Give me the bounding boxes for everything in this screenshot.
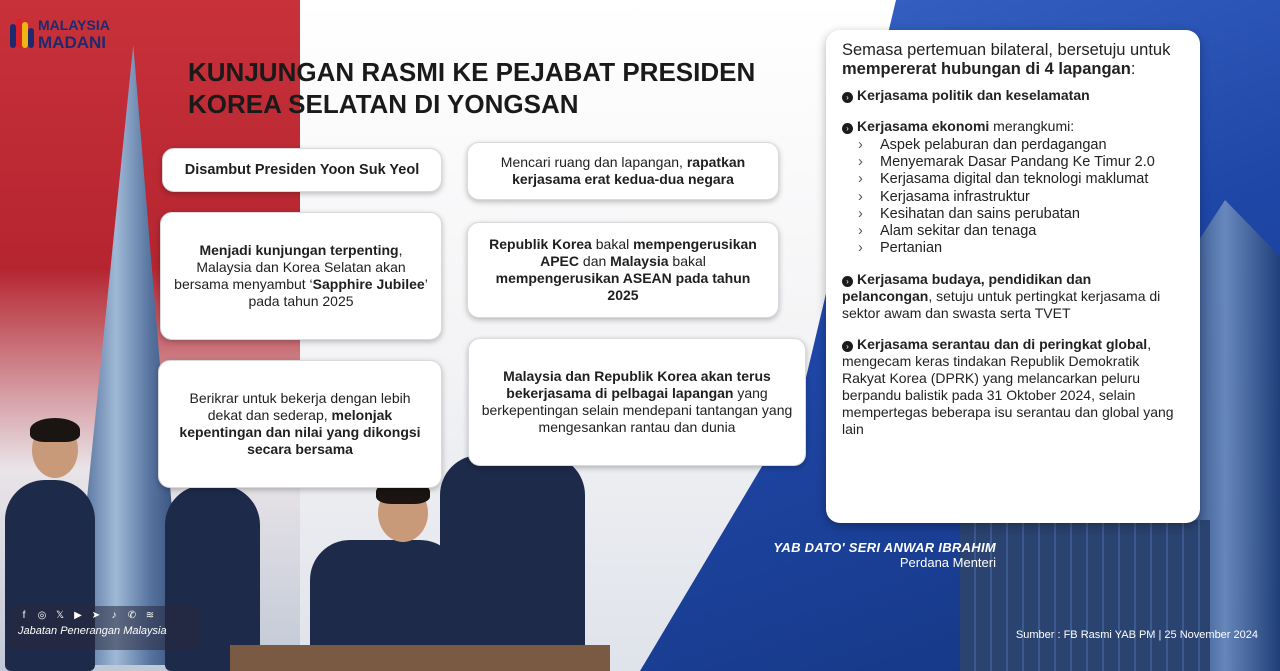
signature — [773, 540, 996, 570]
section-politics — [842, 87, 1184, 104]
card-cooperation — [467, 142, 779, 200]
card-cooperation-text: Mencari ruang dan lapangan, — [500, 154, 687, 170]
bullet-icon: › — [842, 123, 853, 134]
section-economy-heading: Kerjasama ekonomi — [857, 118, 990, 134]
panel-intro-text: Semasa pertemuan bilateral, bersetuju untuk — [842, 41, 1171, 59]
bullet-icon: › — [842, 341, 853, 352]
bilateral-panel — [826, 30, 1200, 523]
person-1-hair — [30, 418, 80, 442]
madani-emblem-icon — [10, 16, 34, 52]
section-economy — [842, 118, 1184, 257]
card-important-visit — [160, 212, 442, 340]
card-chairmanship-bold-4: mempengerusikan ASEAN pada tahun 2025 — [495, 270, 751, 303]
section-culture — [842, 271, 1184, 322]
card-chairmanship-text-1: bakal — [591, 236, 634, 252]
footer-social-bar — [10, 606, 200, 650]
list-item: › Pertanian — [854, 240, 1184, 257]
list-item: › Menyemarak Dasar Pandang Ke Timur 2.0 — [854, 154, 1184, 171]
card-continue-cooperation — [468, 338, 806, 466]
agency-name: Jabatan Penerangan Malaysia — [18, 625, 167, 637]
section-regional — [842, 336, 1184, 438]
card-important-visit-bold-2: Sapphire Jubilee — [312, 276, 425, 292]
section-economy-text: merangkumi: — [989, 118, 1075, 134]
panel-intro-bold: mempererat hubungan di 4 lapangan — [842, 60, 1131, 78]
card-chairmanship-text-3: bakal — [668, 253, 706, 269]
section-culture-text: , setuju untuk pertingkat kerjasama di sektor awam dan swasta serta TVET — [842, 288, 1161, 322]
instagram-icon[interactable]: ◎ — [37, 610, 47, 621]
panel-intro-colon: : — [1130, 60, 1136, 78]
section-culture-heading: Kerjasama budaya, pendidikan dan pelancongan — [842, 271, 1092, 305]
x-icon[interactable]: 𝕏 — [55, 610, 65, 621]
tiktok-icon[interactable]: ♪ — [111, 610, 117, 621]
whatsapp-icon[interactable]: ✆ — [127, 610, 137, 621]
card-important-visit-text-1: , Malaysia dan Korea Selatan akan bersama menyambut ‘ — [174, 242, 406, 292]
person-4 — [440, 455, 585, 671]
card-welcomed — [162, 148, 442, 192]
list-item: › Kerjasama infrastruktur — [854, 189, 1184, 206]
card-chairmanship-text-2: dan — [579, 253, 611, 269]
card-important-visit-text-2: ’ pada tahun 2025 — [248, 276, 428, 309]
logo-line-1: MALAYSIA — [38, 17, 110, 33]
page-title: KUNJUNGAN RASMI KE PEJABAT PRESIDEN KOREA SELATAN DI YONGSAN — [188, 57, 756, 119]
card-pledge — [158, 360, 442, 488]
card-continue-cooperation-text: yang berkepentingan selain mendepani tantangan yang mengesankan rantau dan dunia — [481, 385, 793, 435]
list-item: › Kesihatan dan sains perubatan — [854, 206, 1184, 223]
malaysia-madani-logo — [10, 16, 110, 52]
source-credit: Sumber : FB Rasmi YAB PM | 25 November 2024 — [1015, 629, 1258, 641]
card-welcomed-text: Disambut Presiden Yoon Suk Yeol — [184, 161, 420, 178]
section-regional-heading: Kerjasama serantau dan di peringkat global — [857, 336, 1148, 353]
card-pledge-text: Berikrar untuk bekerja dengan lebih dekat dan sederap, — [189, 390, 411, 423]
signature-name: YAB DATO' SERI ANWAR IBRAHIM — [773, 540, 996, 555]
card-important-visit-bold-1: Menjadi kunjungan terpenting — [199, 242, 399, 258]
list-item: › Alam sekitar dan tenaga — [854, 223, 1184, 240]
card-continue-cooperation-bold: Malaysia dan Republik Korea akan terus bekerjasama di pelbagai lapangan — [503, 368, 771, 401]
section-regional-text: , mengecam keras tindakan Republik Demokratik Rakyat Korea (DPRK) yang melancarkan peluru berpandu balistik pada 31 Oktober 2024, selain mempertegas beberapa isu serantau dan global yang lain — [842, 336, 1174, 438]
spotify-icon[interactable]: ≋ — [145, 610, 155, 621]
card-chairmanship-bold-3: Malaysia — [610, 253, 669, 269]
telegram-icon[interactable]: ➤ — [91, 610, 101, 621]
card-chairmanship — [467, 222, 779, 318]
list-item: › Aspek pelaburan dan perdagangan — [854, 137, 1184, 154]
bullet-icon: › — [842, 92, 853, 103]
section-politics-heading: Kerjasama politik dan keselamatan — [857, 87, 1090, 103]
card-pledge-bold: melonjak kepentingan dan nilai yang dikongsi secara bersama — [179, 407, 421, 457]
logo-line-2: MADANI — [38, 33, 106, 52]
card-chairmanship-bold-2: mempengerusikan APEC — [540, 236, 757, 269]
bullet-icon: › — [842, 276, 853, 287]
card-chairmanship-bold-1: Republik Korea — [489, 236, 592, 252]
card-cooperation-bold: rapatkan kerjasama erat kedua-dua negara — [512, 154, 746, 187]
social-icons — [18, 610, 192, 622]
building-right — [960, 520, 1210, 671]
facebook-icon[interactable]: f — [22, 610, 26, 621]
desk — [230, 645, 610, 671]
panel-intro — [842, 41, 1184, 79]
youtube-icon[interactable]: ▶ — [74, 610, 82, 621]
signature-role: Perdana Menteri — [899, 555, 996, 570]
list-item: › Kerjasama digital dan teknologi maklumat — [854, 171, 1184, 188]
economy-list — [854, 137, 1184, 257]
